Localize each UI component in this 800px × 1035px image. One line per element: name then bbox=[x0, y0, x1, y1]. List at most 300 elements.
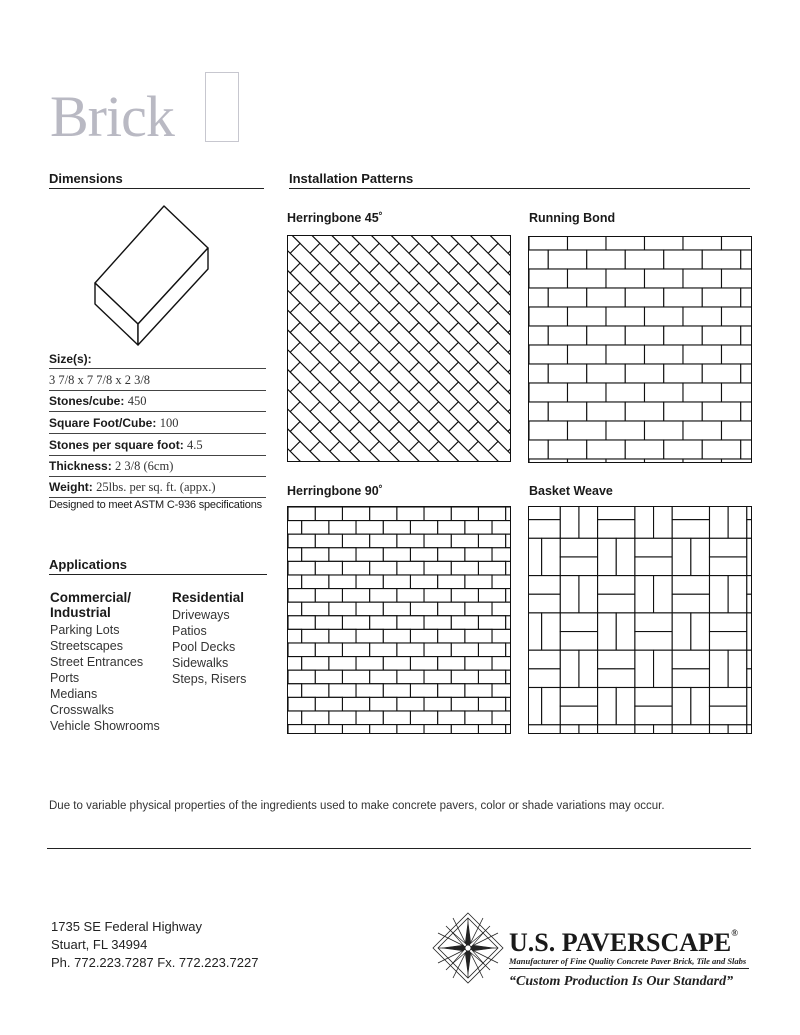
spec-value: 450 bbox=[127, 394, 147, 408]
herringbone-90-brick bbox=[302, 711, 329, 725]
brand-tagline: “Custom Production Is Our Standard” bbox=[509, 974, 734, 989]
running-bond-brick bbox=[587, 250, 626, 269]
running-bond-brick bbox=[722, 269, 752, 288]
herringbone-90-brick bbox=[342, 697, 369, 711]
herringbone-90-brick bbox=[465, 575, 492, 589]
commercial-heading-line1: Commercial/ bbox=[50, 590, 132, 605]
herringbone-90-brick bbox=[356, 657, 383, 671]
running-bond-brick bbox=[606, 383, 645, 402]
list-item: Parking Lots bbox=[50, 623, 120, 637]
list-item: Crosswalks bbox=[50, 703, 114, 717]
running-bond-brick bbox=[606, 237, 645, 250]
running-bond-brick bbox=[529, 402, 548, 421]
registered-mark: ® bbox=[731, 928, 738, 938]
herringbone-90-brick bbox=[315, 561, 342, 575]
running-bond-brick bbox=[587, 288, 626, 307]
dimensions-heading-text: Dimensions bbox=[49, 171, 123, 186]
herringbone-90-brick bbox=[492, 629, 510, 643]
herringbone-90-brick bbox=[315, 507, 342, 521]
basket-weave-brick bbox=[529, 613, 542, 650]
basket-weave-brick bbox=[747, 613, 751, 650]
running-bond-brick bbox=[529, 364, 548, 383]
running-bond-brick bbox=[606, 307, 645, 326]
basket-weave-brick bbox=[747, 725, 751, 733]
pattern-label-running-bond: Running Bond bbox=[529, 211, 616, 225]
herringbone-90-brick bbox=[288, 657, 302, 671]
herringbone-90-brick bbox=[492, 684, 510, 698]
herringbone-90-brick bbox=[506, 507, 510, 521]
pattern-label-basket-weave: Basket Weave bbox=[529, 484, 613, 498]
herringbone-90-brick bbox=[383, 602, 410, 616]
herringbone-90-brick bbox=[288, 575, 302, 589]
herringbone-90-brick bbox=[302, 548, 329, 562]
address-line2: Stuart, FL 34994 bbox=[51, 937, 148, 952]
brand-subtitle: Manufacturer of Fine Quality Concrete Paver Brick, Tile and Slabs bbox=[509, 956, 747, 966]
commercial-heading-line2: Industrial bbox=[50, 605, 111, 620]
basket-weave-brick bbox=[529, 576, 560, 595]
spec-label: Square Foot/Cube: bbox=[49, 416, 157, 430]
herringbone-90-brick bbox=[288, 643, 315, 657]
list-item: Patios bbox=[172, 624, 207, 638]
basket-weave-brick bbox=[691, 688, 710, 725]
basket-weave-brick bbox=[560, 650, 579, 687]
brand-name-text: U.S. PAVERSCAPE bbox=[509, 928, 732, 957]
running-bond-brick bbox=[741, 288, 751, 307]
basket-weave-brick bbox=[529, 725, 560, 733]
running-bond-brick bbox=[683, 421, 722, 440]
herringbone-90-brick bbox=[370, 534, 397, 548]
running-bond-brick bbox=[702, 250, 741, 269]
basket-weave-brick bbox=[747, 520, 751, 539]
herringbone-90-brick bbox=[288, 507, 315, 521]
herringbone-90-brick bbox=[451, 643, 478, 657]
herringbone-90-brick bbox=[397, 725, 424, 733]
running-bond-brick bbox=[722, 459, 752, 462]
running-bond-brick bbox=[529, 440, 548, 459]
basket-weave-brick bbox=[654, 650, 673, 687]
basket-weave-brick bbox=[672, 725, 709, 733]
herringbone-90-brick bbox=[315, 534, 342, 548]
herringbone-90-brick bbox=[451, 725, 478, 733]
running-bond-brick bbox=[664, 288, 703, 307]
herringbone-90-brick bbox=[302, 602, 329, 616]
basket-weave-brick bbox=[635, 507, 654, 538]
herringbone-90-brick bbox=[383, 629, 410, 643]
pattern-herringbone-45 bbox=[287, 235, 511, 462]
herringbone-90-brick bbox=[478, 643, 505, 657]
running-bond-brick bbox=[645, 269, 684, 288]
running-bond-brick bbox=[702, 326, 741, 345]
basket-weave-brick bbox=[635, 557, 672, 576]
herringbone-90-brick bbox=[492, 711, 510, 725]
herringbone-90-brick bbox=[288, 561, 315, 575]
pattern-herringbone-90 bbox=[287, 506, 511, 734]
running-bond-brick bbox=[548, 250, 587, 269]
herringbone-90-brick bbox=[506, 616, 510, 630]
running-bond-brick bbox=[529, 307, 568, 326]
herringbone-90-brick bbox=[438, 575, 465, 589]
basket-weave-brick bbox=[529, 669, 560, 688]
herringbone-90-brick bbox=[424, 616, 451, 630]
herringbone-90-brick bbox=[492, 548, 510, 562]
herringbone-90-brick bbox=[478, 534, 505, 548]
herringbone-90-brick bbox=[424, 561, 451, 575]
herringbone-90-brick bbox=[438, 711, 465, 725]
running-bond-brick bbox=[722, 383, 752, 402]
basket-weave-brick bbox=[598, 507, 635, 520]
basket-weave-brick bbox=[598, 725, 635, 733]
running-bond-brick bbox=[529, 237, 568, 250]
herringbone-90-brick bbox=[451, 616, 478, 630]
herringbone-90-brick bbox=[342, 589, 369, 603]
running-bond-brick bbox=[664, 364, 703, 383]
running-bond-brick bbox=[568, 421, 607, 440]
basket-weave-brick bbox=[560, 557, 597, 576]
herringbone-90-brick bbox=[438, 548, 465, 562]
herringbone-90-brick bbox=[451, 507, 478, 521]
herringbone-90-brick bbox=[424, 697, 451, 711]
basket-weave-brick bbox=[529, 594, 560, 613]
pattern-label-herringbone-90: Herringbone 90˚ bbox=[287, 484, 383, 498]
herringbone-90-brick bbox=[451, 561, 478, 575]
herringbone-90-brick bbox=[370, 616, 397, 630]
running-bond-brick bbox=[683, 307, 722, 326]
brick-illustration bbox=[90, 203, 220, 348]
running-bond-brick bbox=[741, 440, 751, 459]
herringbone-90-brick bbox=[410, 575, 437, 589]
running-bond-brick bbox=[741, 364, 751, 383]
herringbone-90-brick bbox=[370, 643, 397, 657]
basket-weave-brick bbox=[529, 688, 542, 725]
herringbone-90-brick bbox=[315, 670, 342, 684]
basket-weave-brick bbox=[747, 688, 751, 725]
list-item: Vehicle Showrooms bbox=[50, 719, 160, 733]
herringbone-90-brick bbox=[410, 629, 437, 643]
basket-weave-brick bbox=[598, 613, 617, 650]
basket-weave-brick bbox=[635, 725, 654, 733]
herringbone-90-brick bbox=[465, 548, 492, 562]
basket-weave-brick bbox=[560, 688, 597, 707]
basket-weave-brick bbox=[598, 594, 635, 613]
basket-weave-brick bbox=[598, 538, 617, 575]
herringbone-90-brick bbox=[506, 589, 510, 603]
herringbone-90-brick bbox=[315, 643, 342, 657]
herringbone-90-brick bbox=[315, 589, 342, 603]
size-value: 3 7/8 x 7 7/8 x 2 3/8 bbox=[49, 373, 151, 387]
herringbone-90-brick bbox=[342, 725, 369, 733]
herringbone-90-brick bbox=[465, 711, 492, 725]
spec-row-stones-cube bbox=[49, 391, 266, 412]
herringbone-90-brick bbox=[315, 725, 342, 733]
running-bond-brick bbox=[683, 269, 722, 288]
running-bond-brick bbox=[702, 440, 741, 459]
running-bond-brick bbox=[606, 459, 645, 462]
herringbone-90-brick bbox=[370, 725, 397, 733]
herringbone-90-brick bbox=[410, 711, 437, 725]
running-bond-brick bbox=[625, 250, 664, 269]
spec-value: 4.5 bbox=[187, 438, 203, 452]
herringbone-90-brick bbox=[478, 589, 505, 603]
herringbone-90-brick bbox=[356, 548, 383, 562]
herringbone-90-brick bbox=[370, 670, 397, 684]
herringbone-90-brick bbox=[383, 711, 410, 725]
herringbone-90-brick bbox=[424, 589, 451, 603]
commercial-list bbox=[50, 622, 160, 734]
herringbone-90-brick bbox=[492, 575, 510, 589]
footer-divider bbox=[47, 848, 751, 849]
running-bond-brick bbox=[722, 345, 752, 364]
herringbone-90-brick bbox=[492, 521, 510, 535]
running-bond-brick bbox=[702, 364, 741, 383]
herringbone-90-brick bbox=[288, 711, 302, 725]
herringbone-90-brick bbox=[356, 521, 383, 535]
running-bond-brick bbox=[683, 237, 722, 250]
basket-weave-brick bbox=[598, 576, 635, 595]
spec-row-stones-per-sqft bbox=[49, 435, 266, 456]
running-bond-brick bbox=[568, 237, 607, 250]
herringbone-90-brick bbox=[329, 657, 356, 671]
herringbone-90-brick bbox=[438, 602, 465, 616]
spec-row-weight bbox=[49, 477, 266, 498]
basket-weave-brick bbox=[529, 520, 560, 539]
herringbone-90-brick bbox=[410, 684, 437, 698]
basket-weave-brick bbox=[654, 576, 673, 613]
basket-weave-brick bbox=[747, 594, 751, 613]
spec-row-square-foot-cube bbox=[49, 413, 266, 434]
herringbone-90-brick bbox=[329, 602, 356, 616]
running-bond-brick bbox=[587, 364, 626, 383]
applications-heading-text: Applications bbox=[49, 557, 128, 572]
running-bond-brick bbox=[741, 326, 751, 345]
herringbone-90-brick bbox=[465, 521, 492, 535]
basket-weave-brick bbox=[579, 650, 598, 687]
basket-weave-brick bbox=[710, 632, 747, 651]
running-bond-svg bbox=[529, 237, 751, 462]
basket-weave-brick bbox=[598, 669, 635, 688]
basket-weave-brick bbox=[542, 538, 561, 575]
herringbone-90-brick bbox=[478, 507, 505, 521]
basket-weave-brick bbox=[672, 650, 709, 669]
running-bond-brick bbox=[645, 459, 684, 462]
herringbone-90-brick bbox=[383, 548, 410, 562]
running-bond-brick bbox=[548, 364, 587, 383]
basket-weave-brick bbox=[635, 650, 654, 687]
basket-weave-brick bbox=[635, 613, 672, 632]
herringbone-90-brick bbox=[397, 697, 424, 711]
basket-weave-brick bbox=[635, 576, 654, 613]
basket-weave-brick bbox=[672, 688, 691, 725]
list-item: Street Entrances bbox=[50, 655, 144, 669]
herringbone-90-brick bbox=[288, 589, 315, 603]
basket-weave-brick bbox=[560, 507, 579, 538]
basket-weave-brick bbox=[529, 507, 560, 520]
running-bond-brick bbox=[529, 288, 548, 307]
herringbone-90-brick bbox=[329, 521, 356, 535]
running-bond-brick bbox=[529, 326, 548, 345]
herringbone-90-brick bbox=[506, 534, 510, 548]
herringbone-90-brick bbox=[397, 643, 424, 657]
running-bond-brick bbox=[741, 250, 751, 269]
herringbone-90-brick bbox=[288, 602, 302, 616]
running-bond-brick bbox=[645, 421, 684, 440]
herringbone-90-brick bbox=[288, 697, 315, 711]
herringbone-90-brick bbox=[451, 534, 478, 548]
herringbone-90-brick bbox=[342, 643, 369, 657]
herringbone-90-brick bbox=[288, 616, 315, 630]
list-item: Ports bbox=[50, 671, 80, 685]
running-bond-brick bbox=[529, 269, 568, 288]
basket-weave-brick bbox=[710, 507, 729, 538]
basket-weave-brick bbox=[710, 538, 747, 557]
pattern-basket-weave bbox=[528, 506, 752, 734]
pattern-label-herringbone-45: Herringbone 45˚ bbox=[287, 211, 383, 225]
running-bond-brick bbox=[683, 345, 722, 364]
herringbone-90-svg bbox=[288, 507, 510, 733]
herringbone-90-brick bbox=[288, 548, 302, 562]
herringbone-90-brick bbox=[506, 697, 510, 711]
running-bond-brick bbox=[645, 307, 684, 326]
herringbone-90-brick bbox=[492, 657, 510, 671]
running-bond-brick bbox=[625, 326, 664, 345]
installation-heading-text: Installation Patterns bbox=[289, 171, 414, 186]
running-bond-brick bbox=[606, 269, 645, 288]
herringbone-90-brick bbox=[410, 548, 437, 562]
herringbone-90-brick bbox=[356, 602, 383, 616]
basket-weave-brick bbox=[529, 538, 542, 575]
applications-heading bbox=[49, 557, 267, 575]
basket-weave-brick bbox=[579, 725, 598, 733]
herringbone-90-brick bbox=[465, 657, 492, 671]
spec-label: Stones per square foot: bbox=[49, 438, 184, 452]
spec-label: Weight: bbox=[49, 480, 93, 494]
herringbone-90-brick bbox=[370, 589, 397, 603]
running-bond-brick bbox=[548, 288, 587, 307]
herringbone-90-brick bbox=[478, 561, 505, 575]
running-bond-brick bbox=[625, 364, 664, 383]
basket-weave-brick bbox=[598, 650, 635, 669]
running-bond-brick bbox=[741, 402, 751, 421]
herringbone-90-brick bbox=[356, 684, 383, 698]
basket-weave-brick bbox=[672, 507, 709, 520]
herringbone-90-brick bbox=[465, 629, 492, 643]
basket-weave-brick bbox=[598, 688, 617, 725]
herringbone-90-brick bbox=[370, 507, 397, 521]
basket-weave-brick bbox=[616, 538, 635, 575]
basket-weave-brick bbox=[728, 576, 747, 613]
running-bond-brick bbox=[548, 402, 587, 421]
running-bond-brick bbox=[587, 402, 626, 421]
residential-list bbox=[172, 607, 246, 687]
herringbone-90-brick bbox=[506, 670, 510, 684]
running-bond-brick bbox=[568, 459, 607, 462]
spec-value: 100 bbox=[159, 416, 179, 430]
herringbone-90-brick bbox=[478, 670, 505, 684]
list-item: Pool Decks bbox=[172, 640, 236, 654]
herringbone-90-brick bbox=[342, 507, 369, 521]
herringbone-90-brick bbox=[478, 616, 505, 630]
herringbone-90-brick bbox=[424, 670, 451, 684]
basket-weave-brick bbox=[560, 706, 597, 725]
basket-weave-brick bbox=[579, 507, 598, 538]
running-bond-brick bbox=[664, 402, 703, 421]
basket-weave-brick bbox=[560, 632, 597, 651]
spec-label: Thickness: bbox=[49, 459, 112, 473]
herringbone-90-brick bbox=[506, 561, 510, 575]
herringbone-90-brick bbox=[370, 697, 397, 711]
herringbone-90-brick bbox=[506, 725, 510, 733]
herringbone-90-brick bbox=[370, 561, 397, 575]
basket-weave-brick bbox=[560, 538, 597, 557]
basket-weave-brick bbox=[710, 688, 747, 707]
herringbone-90-brick bbox=[288, 521, 302, 535]
compass-logo-icon bbox=[432, 912, 504, 984]
running-bond-brick bbox=[568, 383, 607, 402]
basket-weave-brick bbox=[672, 576, 709, 595]
herringbone-90-brick bbox=[329, 575, 356, 589]
running-bond-brick bbox=[529, 345, 568, 364]
running-bond-brick bbox=[529, 421, 568, 440]
basket-weave-brick bbox=[747, 669, 751, 688]
herringbone-90-brick bbox=[302, 521, 329, 535]
herringbone-90-brick bbox=[329, 684, 356, 698]
astm-note: Designed to meet ASTM C-936 specifications bbox=[49, 499, 262, 511]
herringbone-90-brick bbox=[451, 670, 478, 684]
herringbone-45-svg bbox=[288, 236, 510, 461]
spec-label: Stones/cube: bbox=[49, 394, 125, 408]
running-bond-brick bbox=[529, 383, 568, 402]
basket-weave-brick bbox=[542, 613, 561, 650]
basket-weave-brick bbox=[654, 725, 673, 733]
installation-heading bbox=[289, 171, 750, 189]
herringbone-90-brick bbox=[397, 507, 424, 521]
title-decoration-box bbox=[205, 72, 239, 142]
herringbone-90-brick bbox=[424, 534, 451, 548]
herringbone-90-brick bbox=[302, 575, 329, 589]
herringbone-90-brick bbox=[506, 643, 510, 657]
basket-weave-brick bbox=[747, 507, 751, 520]
herringbone-90-brick bbox=[410, 657, 437, 671]
phone-fax: Ph. 772.223.7287 Fx. 772.223.7227 bbox=[51, 955, 259, 970]
list-item: Sidewalks bbox=[172, 656, 229, 670]
herringbone-45-group bbox=[288, 236, 510, 461]
herringbone-90-brick bbox=[383, 657, 410, 671]
basket-weave-brick bbox=[672, 520, 709, 539]
basket-weave-brick bbox=[710, 650, 729, 687]
running-bond-brick bbox=[683, 383, 722, 402]
basket-weave-brick bbox=[691, 538, 710, 575]
disclaimer-text: Due to variable physical properties of the ingredients used to make concrete pavers, color or shade variations may occur. bbox=[49, 800, 665, 812]
basket-weave-brick bbox=[654, 507, 673, 538]
running-bond-brick bbox=[568, 345, 607, 364]
running-bond-brick bbox=[702, 288, 741, 307]
herringbone-90-brick bbox=[478, 725, 505, 733]
spec-row-thickness bbox=[49, 456, 266, 477]
basket-weave-brick bbox=[635, 706, 672, 725]
herringbone-90-brick bbox=[315, 697, 342, 711]
herringbone-90-brick bbox=[342, 534, 369, 548]
basket-weave-brick bbox=[542, 688, 561, 725]
basket-weave-brick bbox=[672, 613, 691, 650]
running-bond-brick bbox=[722, 237, 752, 250]
running-bond-brick bbox=[606, 345, 645, 364]
basket-weave-brick bbox=[560, 613, 597, 632]
herringbone-90-brick bbox=[465, 684, 492, 698]
basket-weave-brick bbox=[635, 632, 672, 651]
running-bond-brick bbox=[664, 326, 703, 345]
herringbone-90-brick bbox=[438, 657, 465, 671]
herringbone-90-brick bbox=[451, 589, 478, 603]
herringbone-90-brick bbox=[315, 616, 342, 630]
